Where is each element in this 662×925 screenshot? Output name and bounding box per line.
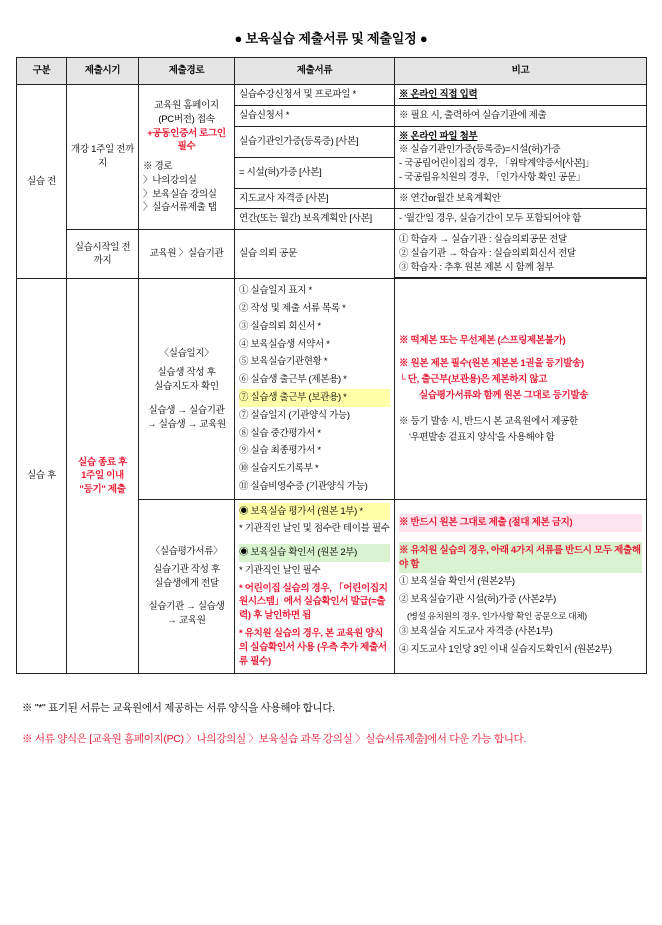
docs-after-journal: ① 실습일지 표지 * ② 작성 및 제출 서류 목록 * ③ 실습의뢰 회신서 * ④ 보육실습생 서약서 * ⑤ 보육실습기관현황 * ⑥ 실습생 출근부 (제본용) * ⑦ 실습생 출근부 (보관용) * ⑦ 실습일지 (기관양식 가능) ⑧ 실습 중간평가서 * ⑨ 실습 최종평가서 * ⑩ 실습지도기록부 * ⑪ 실습비영수증 (기관양식 가능) bbox=[235, 279, 395, 499]
footnote-1: ※ "*" 표기된 서류는 교육원에서 제공하는 서류 양식을 사용해야 합니다. bbox=[22, 702, 335, 715]
notes-after-journal: ※ 떡제본 또는 무선제본 (스프링제본불가) ※ 원본 제본 필수(원본 제본본 1권을 등기발송) └ 단, 출근부(보관용)은 제본하지 않고 실습평가서류와 함께 원본 그대로 등기발송 ※ 등기 발송 시, 반드시 본 교육원에서 제공한 '우편발송 겉표지 양식'을 사용해야 함 bbox=[395, 279, 647, 499]
col-header-route: 제출경로 bbox=[139, 58, 235, 85]
note-item: ※ 필요 시, 출력하여 실습기관에 제출 bbox=[395, 105, 647, 126]
doc-item: 실습기관인가증(등록증) [사본] bbox=[235, 126, 395, 157]
notes-after-eval: ※ 반드시 원본 그대로 제출 (절대 제본 금지) ※ 유치원 실습의 경우, 아래 4가지 서류를 반드시 모두 제출해야 함 ① 보육실습 확인서 (원본2부) ② 보육실습기관 시설(허)가증 (사본2부) (병설 유치원의 경우, 인가사항 확인 공문으로 대체) ③ 보육실습 지도교사 자격증 (사본1부) ④ 지도교사 1인당 3인 이내 실습지도확인서 (원본2부) bbox=[395, 499, 647, 674]
note-item: - '월간'일 경우, 실습기간이 모두 포함되어야 함 bbox=[395, 209, 647, 230]
footnotes bbox=[16, 700, 646, 746]
note-item: ※ 온라인 직접 입력 bbox=[395, 85, 647, 106]
section-label-before: 실습 전 bbox=[17, 85, 67, 279]
doc-item: 실습 의뢰 공문 bbox=[235, 230, 395, 279]
timing-before-2: 실습시작일 전 까지 bbox=[67, 230, 139, 279]
note-item: ※ 온라인 파일 첨부 ※ 실습기관인가증(등록증)=시설(허)가증 - 국공립어린이집의 경우, 「위탁계약증서[사본]」 - 국공립유치원의 경우, 「인가사항 확인 공문」 bbox=[395, 126, 647, 188]
docs-after-eval: ◉ 보육실습 평가서 (원본 1부) * * 기관직인 날인 및 점수란 테이블 필수 ◉ 보육실습 확인서 (원본 2부) * 기관직인 날인 필수 * 어린이집 실습의 경우, 「어린이집지원시스템」에서 실습확인서 발급(=출력) 후 날인하면 됨 * 유치원 실습의 경우, 본 교육원 양식의 실습확인서 사용 (우측 추가 제출서류 필수) bbox=[235, 499, 395, 674]
page-title: ● 보육실습 제출서류 및 제출일정 ● bbox=[234, 31, 428, 46]
col-header-documents: 제출서류 bbox=[235, 58, 395, 85]
route-after-journal: 〈실습일지〉 실습생 작성 후 실습지도자 확인 실습생 → 실습기관 → 실습생 → 교육원 bbox=[139, 279, 235, 499]
route-before-1: 교육원 홈페이지 (PC버전) 접속 +공동인증서 로그인 필수 ※ 경로 〉나의강의실 〉보육실습 강의실 〉실습서류제출 탭 bbox=[139, 85, 235, 230]
col-header-notes: 비고 bbox=[395, 58, 647, 85]
col-header-timing: 제출시기 bbox=[67, 58, 139, 85]
table-row bbox=[17, 230, 647, 278]
doc-item: 실습신청서 * bbox=[235, 105, 395, 126]
table-row bbox=[17, 279, 647, 499]
footnote-2: ※ 서류 양식은 [교육원 홈페이지(PC) 〉나의강의실 〉보육실습 과목 강의실 〉실습서류제출]에서 다운 가능 합니다. bbox=[22, 733, 526, 746]
table-header-row bbox=[17, 58, 647, 85]
doc-item: 지도교사 자격증 [사본] bbox=[235, 188, 395, 209]
doc-item: = 시설(허)가증 [사본] bbox=[235, 157, 395, 188]
route-after-eval: 〈실습평가서류〉 실습기관 작성 후 실습생에게 전달 실습기관 → 실습생 → 교육원 bbox=[139, 499, 235, 674]
col-header-division: 구분 bbox=[17, 58, 67, 85]
note-item: ※ 연간or월간 보육계획안 bbox=[395, 188, 647, 209]
submission-schedule-table bbox=[16, 57, 647, 674]
doc-item: 실습수강신청서 및 프로파일 * bbox=[235, 85, 395, 106]
section-label-after: 실습 후 bbox=[17, 279, 67, 674]
table-row bbox=[17, 85, 647, 106]
doc-item: 연간(또는 월간) 보육계획안 [사본] bbox=[235, 209, 395, 230]
timing-before-1: 개강 1주일 전까지 bbox=[67, 85, 139, 230]
timing-after: 실습 종료 후 1주일 이내 "등기" 제출 bbox=[67, 279, 139, 674]
route-before-2: 교육원 〉실습기관 bbox=[139, 230, 235, 279]
note-item: ① 학습자 → 실습기관 : 실습의뢰공문 전달 ② 실습기관 → 학습자 : 실습의뢰회신서 전달 ③ 학습자 : 추후 원본 제본 시 함께 첨부 bbox=[395, 230, 647, 278]
